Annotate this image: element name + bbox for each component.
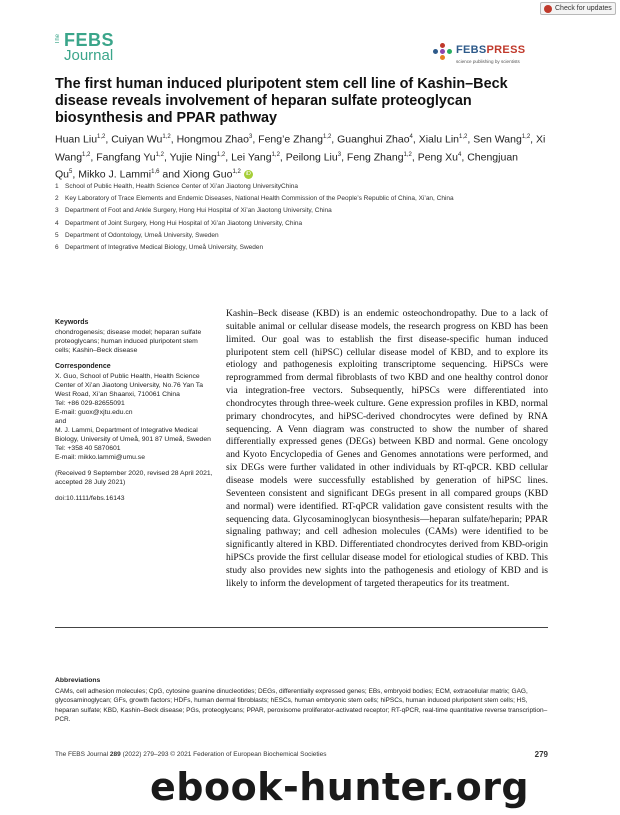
crossmark-icon	[544, 5, 552, 13]
author-affiliation-marker: 1,2	[521, 134, 531, 140]
author-separator: ,	[461, 151, 468, 163]
logo-the: The	[55, 34, 61, 45]
author-separator: ,	[225, 151, 232, 163]
footer-volume: 289	[109, 751, 121, 758]
author-name: Xialu Lin	[418, 133, 459, 146]
author-separator: ,	[412, 133, 419, 146]
author-name: Huan Liu	[55, 133, 98, 146]
author-name: Mikko J. Lammi	[78, 168, 152, 181]
author-separator: ,	[90, 151, 97, 163]
correspondence-block	[55, 362, 215, 462]
doi-block	[55, 494, 215, 503]
orcid-icon[interactable]: iD	[245, 171, 251, 178]
author-affiliation-marker: 1,2	[162, 134, 171, 140]
correspondence-line: Tel: +86 029-82655091	[55, 400, 125, 407]
affiliation-text: School of Public Health, Health Science Center of Xi’an Jiaotong UniversityChina	[65, 183, 299, 190]
abbreviations-block	[55, 676, 550, 725]
author-name: Yujie Ning	[169, 151, 217, 163]
press-tagline: science publishing by scientists	[456, 59, 520, 64]
correspondence-line: X. Guo, School of Public Health, Health Science Center of Xi’an Jiaotong University, No.76 Yan Ta West Road, Xi’an Shaanxi, 710061 China	[55, 373, 203, 398]
affiliation-item	[55, 242, 575, 254]
author-name: Xiong Guo	[182, 168, 233, 181]
author-affiliation-marker: 3	[337, 151, 342, 158]
author-affiliation-marker: 1,2	[403, 151, 412, 158]
footer-journal: The FEBS Journal	[55, 751, 109, 758]
affiliation-number: 4	[55, 219, 59, 227]
correspondence-lines	[55, 372, 215, 462]
affiliation-text: Key Laboratory of Trace Elements and Endemic Diseases, National Health Commission of the People’s Republic of China, Xi’an, China	[65, 195, 454, 203]
author-name: Lei Yang	[231, 151, 272, 163]
author-name: Peilong Liu	[285, 151, 338, 163]
author-separator: ,	[170, 133, 177, 146]
author-affiliation-marker: 4	[458, 151, 462, 158]
affiliation-number: 2	[55, 195, 59, 203]
abstract-text: Kashin–Beck disease (KBD) is an endemic osteochondropathy. Due to a lack of suitable animal or cellular disease models, the research progress on KBD has been limited. Our goal was to establish the first disease-specific human induced pluripotent stem cell (hiPSC) cellular disease model of KBD, and to explore its etiology and pathogenesis exploiting transcriptome sequencing. HiPSCs were reprogrammed from dermal fibroblasts of two KBD and one healthy control donor via integration-free vectors. Subsequently, hiPSCs were differentiated into chondrocytes through three-week culture. Gene expression profiles in KBD, normal primary chondrocytes, and hiPSC-derived chondrocytes were defined by RNA sequencing. A Venn diagram was constructed to show the number of shared differentially expressed genes (DEGs) between KBD and normal. Gene oncology and Kyoto Encyclopedia of Genes and Genomes annotations were performed, and six DEGs were further validated in other individuals by RT-qPCR. KBD cellular disease models were successfully established by generation of hiPSC lines. Seventeen consistent and significant DEGs present in all compared groups (KBD and normal) were identified. RT-qPCR validation gave consistent results with the sequencing data. Glycosaminoglycan biosynthesis—heparan sulfate/heparin; PPAR signaling pathway; and cell adhesion molecules (CAMs) were identified to be significantly altered in KBD. Differentiated chondrocytes derived from KBD-origin hiPSCs provide the first cellular disease model for etiological studies of KBD. This study also provides new sights into the pathogenesis and etiology of KBD and is likely to inform the development of targeted therapeutics for its treatment.	[226, 308, 548, 589]
article-sidebar	[55, 318, 215, 510]
author-affiliation-marker: 4	[409, 134, 413, 140]
received-block	[55, 469, 215, 487]
author-separator: ,	[530, 133, 537, 146]
affiliation-text: Department of Odontology, Umeå University, Sweden	[65, 231, 219, 239]
author-affiliation-marker: 1,2	[459, 134, 468, 140]
author-separator: ,	[163, 151, 170, 163]
author-name: Xi Wang	[55, 133, 546, 163]
author-affiliation-marker: 1,2	[216, 151, 226, 158]
affiliation-number: 6	[55, 243, 59, 251]
author-separator: and	[159, 168, 183, 181]
author-separator: ,	[411, 151, 418, 163]
author-affiliation-marker: 5	[69, 169, 73, 175]
author-name: Fangfang Yu	[96, 151, 156, 163]
author-name: Peng Xu	[417, 151, 459, 163]
correspondence-line: M. J. Lammi, Department of Integrative Medical Biology, University of Umeå, 901 87 Umeå, Sweden	[55, 427, 211, 443]
author-affiliation-marker: 1,2	[271, 151, 280, 158]
abbreviations-heading: Abbreviations	[55, 677, 101, 684]
author-separator: ,	[467, 133, 474, 146]
author-separator: ,	[279, 151, 286, 163]
author-name: Feng Zhang	[346, 151, 404, 163]
author-list	[55, 130, 555, 183]
footer-rest: (2022) 279–293 © 2021 Federation of European Biochemical Societies	[122, 751, 327, 758]
affiliation-number: 5	[55, 231, 59, 239]
check-for-updates-label: Check for updates	[555, 5, 612, 12]
affiliation-number: 1	[55, 183, 59, 190]
author-separator: ,	[252, 133, 259, 146]
check-for-updates-button[interactable]	[540, 2, 616, 15]
author-name: Hongmou Zhao	[176, 133, 249, 146]
author-separator: ,	[331, 133, 338, 146]
affiliation-text: Department of Integrative Medical Biology, Umeå University, Sweden	[65, 243, 264, 251]
press-text	[456, 40, 525, 64]
affiliation-item	[55, 230, 575, 242]
affiliation-text: Department of Foot and Ankle Surgery, Hong Hui Hospital of Xi’an Jiaotong University, China	[65, 207, 332, 215]
correspondence-line: Tel: +358 40 5870601	[55, 445, 121, 452]
press-name: FEBSPRESS	[456, 44, 526, 56]
keywords-block	[55, 318, 215, 355]
correspondence-heading: Correspondence	[55, 363, 111, 370]
page-number: 279	[534, 750, 548, 759]
affiliation-list	[55, 181, 575, 254]
author-separator: ,	[341, 151, 347, 163]
author-affiliation-marker: 1,2	[97, 134, 106, 140]
affiliation-item	[55, 205, 575, 217]
correspondence-line[interactable]: E-mail: mikko.lammi@umu.se	[55, 454, 145, 461]
author-separator: ,	[72, 168, 79, 181]
correspondence-line[interactable]: E-mail: guox@xjtu.edu.cn	[55, 409, 133, 416]
doi-link[interactable]: doi:10.1111/febs.16143	[55, 495, 125, 502]
author-affiliation-marker: 1,2	[322, 134, 332, 140]
author-name: Guanghui Zhao	[337, 133, 410, 146]
abbreviations-text: CAMs, cell adhesion molecules; CpG, cytosine guanine dinucleotides; DEGs, differentially expressed genes; EBs, embryoid bodies; ECM, extracellular matrix; GAG, glycosaminoglycan; GFs, growth factors; HDFs, human dermal fibroblasts; hESCs, human embryonic stem cells; hiPSCs, human induced pluripotent stem cells; HS, heparan sulfate; KBD, Kashin–Beck disease; PGs, proteoglycans; PPAR, peroxisome proliferator-activated receptor; RT-qPCR, real-time quantitative reverse transcription–PCR.	[55, 687, 548, 723]
watermark-text: ebook-hunter.org	[150, 765, 530, 809]
logo-febs: FEBS	[64, 30, 115, 50]
affiliation-item	[55, 193, 575, 205]
author-affiliation-marker: 3	[248, 134, 253, 140]
correspondence-line: and	[55, 418, 67, 425]
keywords-text: chondrogenesis; disease model; heparan sulfate proteoglycans; human induced pluripotent stem cells; Kashin–Beck disease	[55, 329, 202, 354]
logo-journal: Journal	[64, 47, 114, 64]
keywords-heading: Keywords	[55, 319, 89, 326]
section-divider	[55, 627, 548, 628]
author-separator: ,	[105, 133, 112, 146]
page-footer	[55, 751, 548, 758]
author-name: Sen Wang	[473, 133, 522, 146]
author-affiliation-marker: 1,6	[151, 169, 160, 175]
author-name: Feng’e Zhang	[258, 133, 323, 146]
author-name: Chengjuan Qu	[55, 151, 518, 181]
affiliation-number: 3	[55, 207, 59, 215]
author-affiliation-marker: 1,2	[82, 151, 91, 158]
received-dates: (Received 9 September 2020, revised 28 April 2021, accepted 28 July 2021)	[55, 470, 213, 486]
affiliation-text: Department of Joint Surgery, Hong Hui Hospital of Xi’an Jiaotong University, China	[65, 219, 303, 227]
author-affiliation-marker: 1,2	[155, 151, 164, 158]
febs-press-logo	[433, 40, 525, 64]
affiliation-item	[55, 218, 575, 230]
affiliation-item	[55, 181, 575, 193]
author-name: Cuiyan Wu	[111, 133, 163, 146]
article-title: The first human induced pluripotent stem cell line of Kashin–Beck disease reveals involvement of heparan sulfate proteoglycan biosynthesis and PPAR pathway	[55, 76, 508, 126]
author-affiliation-marker: 1,2	[232, 169, 241, 175]
press-dots-icon	[433, 42, 453, 62]
